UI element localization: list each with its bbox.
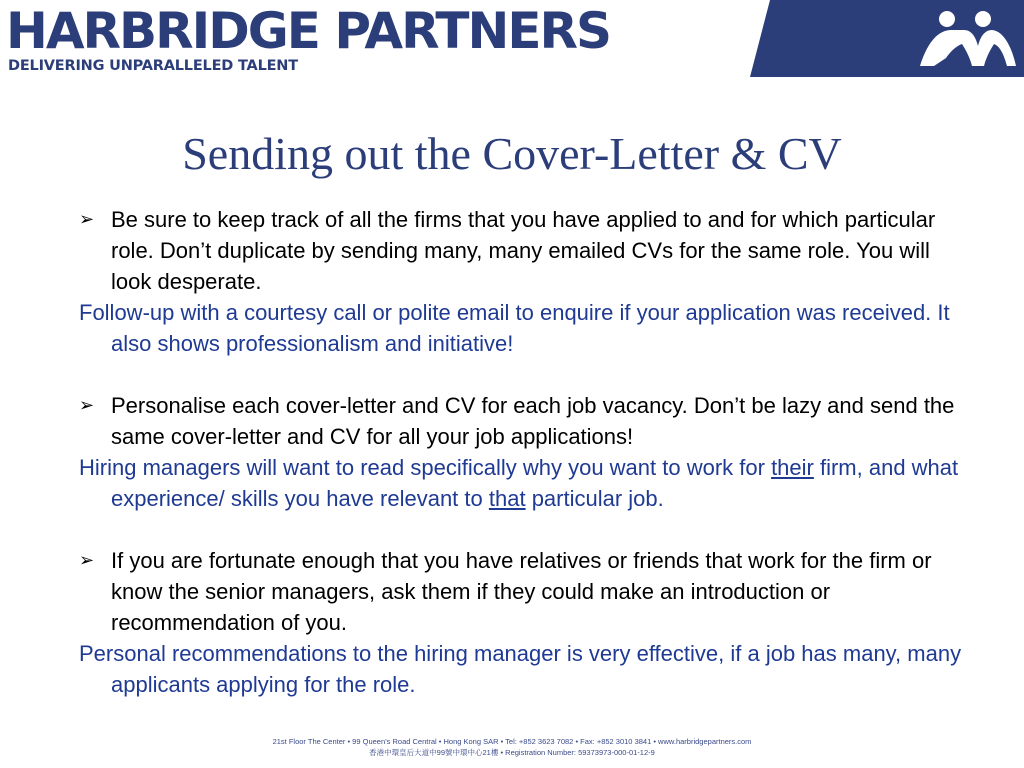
footer-address: 21st Floor The Center • 99 Queen’s Road Central • Hong Kong SAR • Tel: +852 3623 7082 • Fax: +852 3010 3841 • www.harbridgepartners.com bbox=[272, 737, 752, 746]
note-segment: particular job. bbox=[525, 486, 664, 511]
header-band-graphic bbox=[750, 0, 1024, 77]
bullet-text: Personalise each cover-letter and CV for each job vacancy. Don’t be lazy and send the same cover-letter and CV for all your job applications! bbox=[111, 393, 955, 449]
underlined-word: their bbox=[771, 455, 814, 480]
spacer bbox=[79, 359, 969, 390]
bullet-item bbox=[79, 545, 969, 638]
bullet-item bbox=[79, 390, 969, 452]
arrow-bullet-icon: ➢ bbox=[79, 209, 95, 230]
company-tagline: DELIVERING UNPARALLELED TALENT bbox=[8, 58, 298, 74]
note-segment: firm, and what experience/ skills you have relevant to bbox=[111, 455, 959, 511]
arrow-bullet-icon: ➢ bbox=[79, 395, 95, 416]
footer-registration: 香港中環皇后大道中99號中環中心21樓 • Registration Number: 59373973-000-01-12-9 bbox=[369, 748, 655, 757]
footer bbox=[0, 736, 1024, 758]
underlined-word: that bbox=[488, 486, 526, 511]
header-band bbox=[750, 0, 1024, 77]
note-segment: Hiring managers will want to read specifically why you want to work for bbox=[79, 455, 772, 480]
slide-title: Sending out the Cover-Letter & CV bbox=[182, 128, 842, 179]
content-body bbox=[79, 204, 969, 700]
bullet-item bbox=[79, 204, 969, 297]
note-text: Personal recommendations to the hiring manager is very effective, if a job has many, many applicants applying for the role. bbox=[79, 641, 962, 697]
note-text: Follow-up with a courtesy call or polite email to enquire if your application was received. It also shows professionalism and initiative! bbox=[79, 300, 950, 356]
bullet-text: If you are fortunate enough that you have relatives or friends that work for the firm or know the senior managers, ask them if they could make an introduction or recommendation of you. bbox=[111, 548, 932, 635]
note-text bbox=[79, 452, 969, 514]
company-logo-text: HARBRIDGE PARTNERS bbox=[6, 2, 610, 60]
bullet-text: Be sure to keep track of all the firms that you have applied to and for which particular role. Don’t duplicate by sending many, many emailed CVs for the same role. You will look desperate. bbox=[111, 207, 936, 294]
spacer bbox=[79, 514, 969, 545]
arrow-bullet-icon: ➢ bbox=[79, 550, 95, 571]
